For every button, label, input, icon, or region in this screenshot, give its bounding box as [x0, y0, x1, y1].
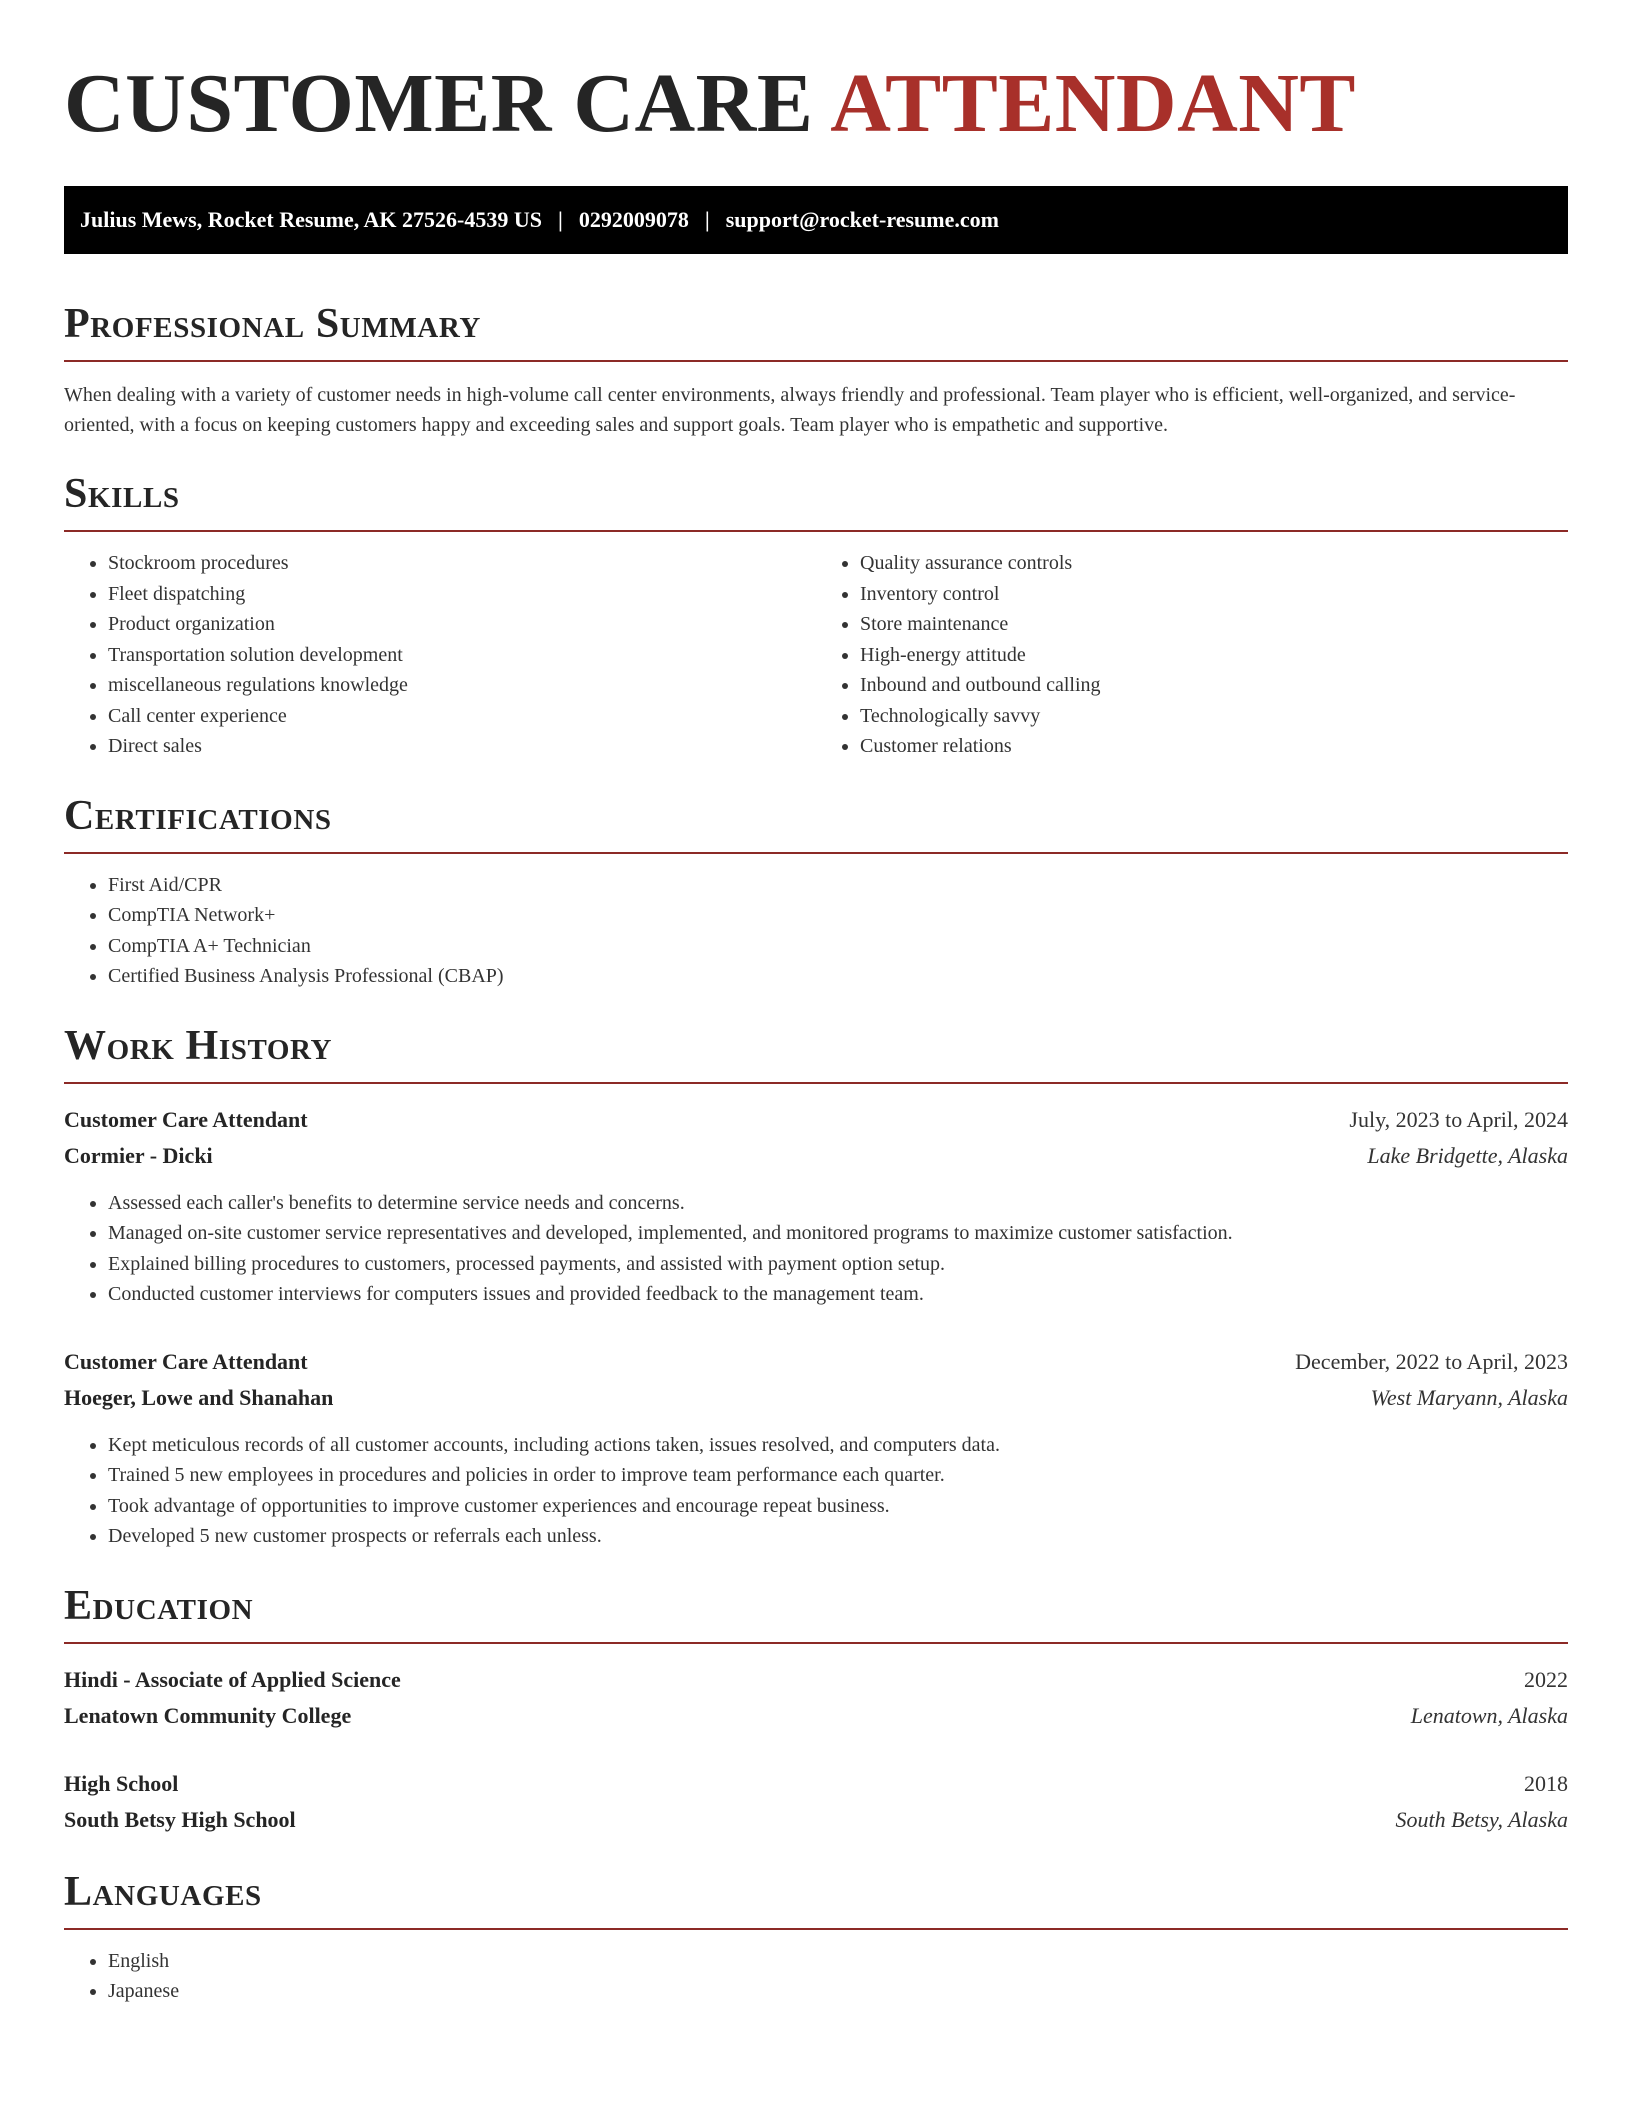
section-heading: Skills — [64, 470, 1568, 532]
job-title: Customer Care Attendant — [64, 1348, 308, 1374]
languages-section — [64, 1868, 1568, 2007]
skill-item: • Direct sales — [108, 731, 816, 762]
education-degree: High School — [64, 1770, 179, 1796]
section-heading: Education — [64, 1582, 1568, 1644]
job-entry — [64, 1344, 1568, 1552]
job-bullets — [64, 1430, 1568, 1552]
job-company-row — [64, 1138, 1568, 1174]
section-heading: Languages — [64, 1868, 1568, 1930]
skill-item: • Inbound and outbound calling — [860, 670, 1568, 701]
education-school-row — [64, 1698, 1568, 1734]
certification-item: • CompTIA Network+ — [108, 900, 1568, 931]
job-bullet: • Assessed each caller's benefits to determine service needs and concerns. — [108, 1188, 1568, 1219]
skill-item: • Quality assurance controls — [860, 548, 1568, 579]
section-heading: Certifications — [64, 792, 1568, 854]
education-degree: Hindi - Associate of Applied Science — [64, 1666, 401, 1692]
skill-item: • Inventory control — [860, 579, 1568, 610]
education-section — [64, 1582, 1568, 1838]
job-company-row — [64, 1380, 1568, 1416]
skill-item: • Technologically savvy — [860, 701, 1568, 732]
job-location: West Maryann, Alaska — [1370, 1384, 1568, 1410]
job-bullet: • Conducted customer interviews for computers issues and provided feedback to the management team. — [108, 1279, 1568, 1310]
summary-text: When dealing with a variety of customer needs in high-volume call center environments, always friendly and professional. Team player who is efficient, well-organized, and service-oriented, with a focus on keeping customers happy and exceeding sales and support goals. Team player who is empathetic and supportive. — [64, 384, 1516, 436]
skill-item: • Product organization — [108, 609, 816, 640]
job-bullet: • Managed on-site customer service representatives and developed, implemented, and monitored programs to maximize customer satisfaction. — [108, 1218, 1568, 1249]
job-header-row — [64, 1344, 1568, 1380]
skills-section — [64, 470, 1568, 762]
job-header-row — [64, 1102, 1568, 1138]
title-main: CUSTOMER CARE — [64, 57, 814, 150]
work-history-section — [64, 1022, 1568, 1552]
certification-item: • Certified Business Analysis Professional (CBAP) — [108, 961, 1568, 992]
certifications-section — [64, 792, 1568, 992]
contact-email: support@rocket-resume.com — [725, 207, 999, 232]
education-school-row — [64, 1802, 1568, 1838]
summary-section — [64, 300, 1568, 440]
job-dates: July, 2023 to April, 2024 — [1349, 1106, 1568, 1132]
contact-separator: | — [704, 207, 710, 232]
education-entry — [64, 1662, 1568, 1734]
job-bullet: • Took advantage of opportunities to improve customer experiences and encourage repeat business. — [108, 1491, 1568, 1522]
job-bullets — [64, 1188, 1568, 1310]
contact-bar — [64, 186, 1568, 254]
education-degree-row — [64, 1766, 1568, 1802]
title-accent: ATTENDANT — [830, 57, 1356, 150]
education-entry — [64, 1766, 1568, 1838]
education-year: 2018 — [1524, 1770, 1568, 1796]
education-degree-row — [64, 1662, 1568, 1698]
contact-phone: 0292009078 — [578, 207, 689, 232]
skill-item: • Transportation solution development — [108, 640, 816, 671]
certification-item: • CompTIA A+ Technician — [108, 931, 1568, 962]
certification-item: • First Aid/CPR — [108, 870, 1568, 901]
skill-item: • Stockroom procedures — [108, 548, 816, 579]
job-location: Lake Bridgette, Alaska — [1367, 1142, 1568, 1168]
section-heading: Work History — [64, 1022, 1568, 1084]
job-bullet: • Developed 5 new customer prospects or referrals each unless. — [108, 1521, 1568, 1552]
resume-title — [64, 56, 1568, 152]
skill-item: • Call center experience — [108, 701, 816, 732]
education-location: South Betsy, Alaska — [1395, 1806, 1568, 1832]
job-bullet: • Explained billing procedures to customers, processed payments, and assisted with payment option setup. — [108, 1249, 1568, 1280]
education-school: South Betsy High School — [64, 1806, 296, 1832]
job-company: Cormier - Dicki — [64, 1142, 213, 1168]
section-heading: Professional Summary — [64, 300, 1568, 362]
job-title: Customer Care Attendant — [64, 1106, 308, 1132]
language-item: • Japanese — [108, 1976, 1568, 2007]
contact-separator: | — [558, 207, 563, 232]
contact-address: Julius Mews, Rocket Resume, AK 27526-4539 US — [80, 207, 542, 232]
skill-item: • Fleet dispatching — [108, 579, 816, 610]
skills-grid — [64, 548, 1568, 762]
skill-item: • High-energy attitude — [860, 640, 1568, 671]
languages-list — [64, 1946, 1568, 2007]
education-year: 2022 — [1524, 1666, 1568, 1692]
certifications-list — [64, 870, 1568, 992]
skills-list-right — [816, 548, 1568, 762]
skills-list-left — [64, 548, 816, 762]
skill-item: • miscellaneous regulations knowledge — [108, 670, 816, 701]
job-bullet: • Trained 5 new employees in procedures and policies in order to improve team performance each quarter. — [108, 1460, 1568, 1491]
skill-item: • Store maintenance — [860, 609, 1568, 640]
language-item: • English — [108, 1946, 1568, 1977]
job-bullet: • Kept meticulous records of all customer accounts, including actions taken, issues resolved, and computers data. — [108, 1430, 1568, 1461]
job-entry — [64, 1102, 1568, 1310]
job-dates: December, 2022 to April, 2023 — [1295, 1348, 1568, 1374]
education-location: Lenatown, Alaska — [1410, 1702, 1568, 1728]
job-company: Hoeger, Lowe and Shanahan — [64, 1384, 334, 1410]
skill-item: • Customer relations — [860, 731, 1568, 762]
education-school: Lenatown Community College — [64, 1702, 352, 1728]
